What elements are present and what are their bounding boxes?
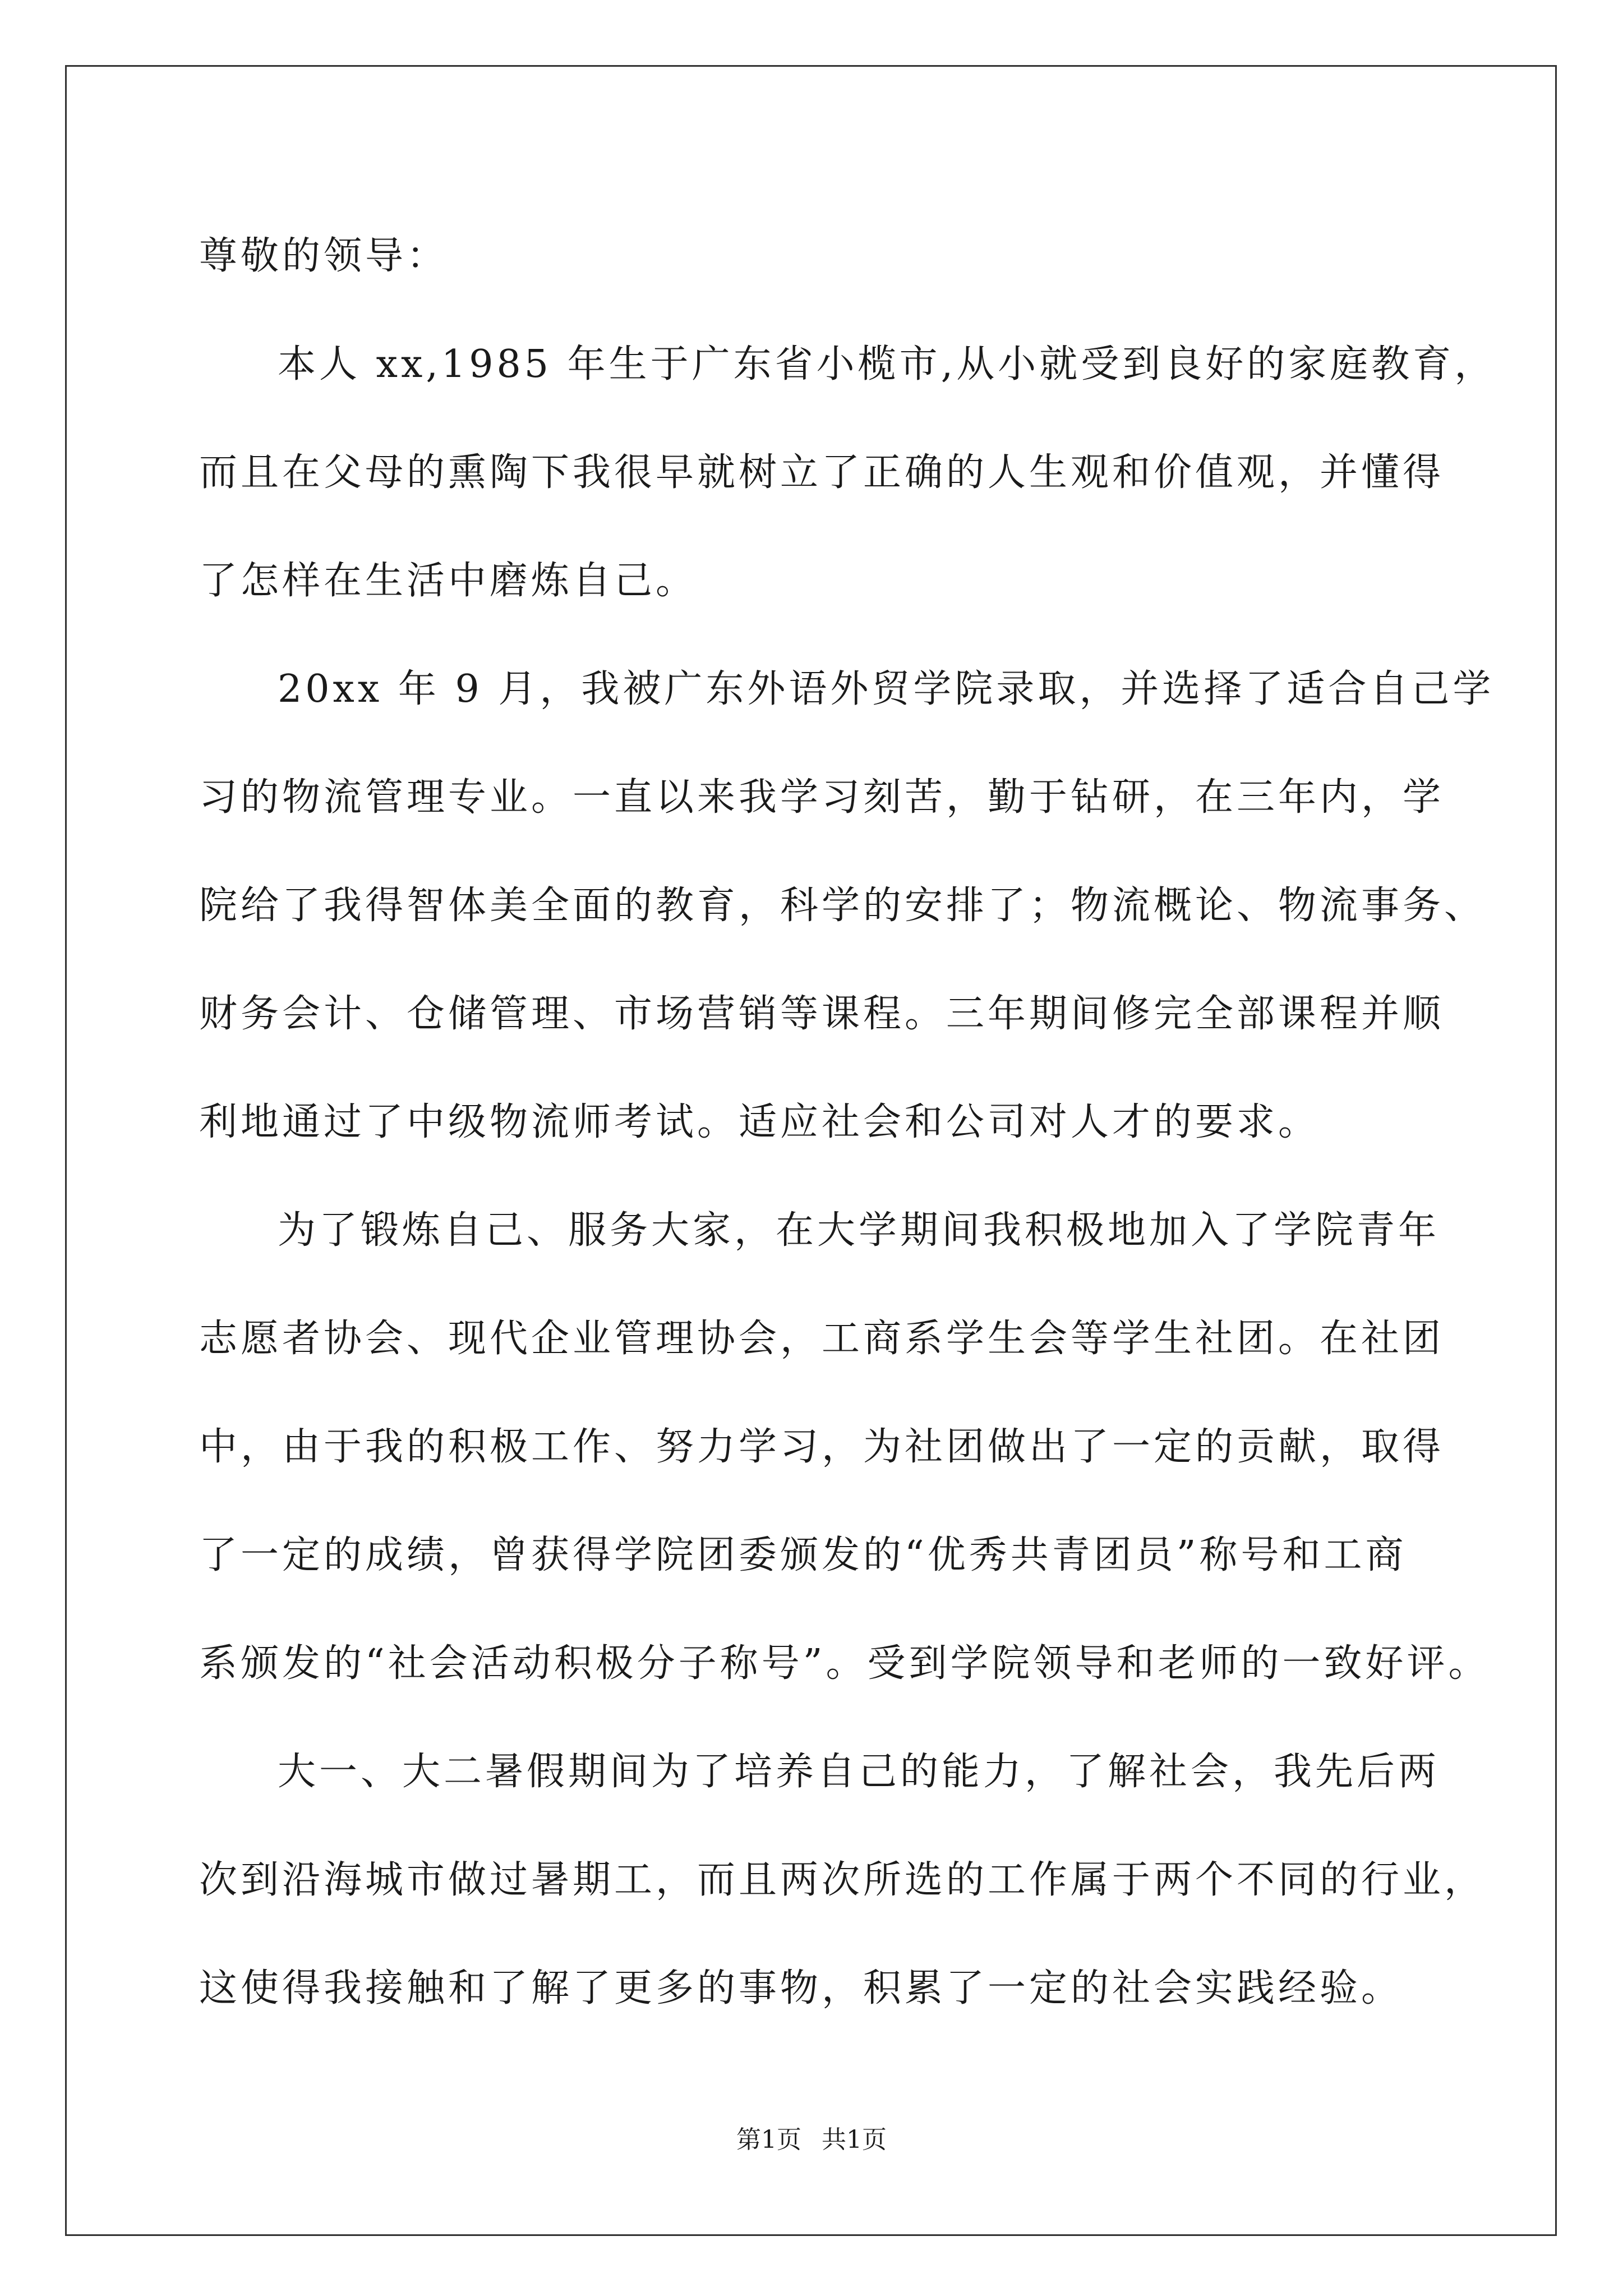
- paragraph-line: 大一、大二暑假期间为了培养自己的能力，了解社会，我先后两: [278, 1750, 1440, 1794]
- paragraph-line: 了怎样在生活中磨炼自己。: [199, 559, 698, 603]
- paragraph-line: 次到沿海城市做过暑期工，而且两次所选的工作属于两个不同的行业，: [199, 1858, 1486, 1902]
- paragraph-line: 20xx 年 9 月，我被广东外语外贸学院录取，并选择了适合自己学: [278, 667, 1495, 711]
- paragraph-line: 系颁发的“社会活动积极分子称号”。受到学院领导和老师的一致好评。: [199, 1641, 1490, 1686]
- page-footer: [0, 2123, 1623, 2157]
- paragraph-line: 财务会计、仓储管理、市场营销等课程。三年期间修完全部课程并顺: [199, 992, 1445, 1036]
- page-number: 第1页: [736, 2125, 801, 2154]
- paragraph-line: 利地通过了中级物流师考试。适应社会和公司对人才的要求。: [199, 1100, 1320, 1144]
- paragraph-1: [199, 310, 1496, 635]
- paragraph-line: 中，由于我的积极工作、努力学习，为社团做出了一定的贡献，取得: [199, 1425, 1445, 1469]
- paragraph-line: 为了锻炼自己、服务大家，在大学期间我积极地加入了学院青年: [278, 1208, 1440, 1253]
- greeting: 尊敬的领导：: [199, 234, 449, 278]
- page-count: 共1页: [822, 2125, 887, 2154]
- paragraph-3: [199, 1176, 1490, 1718]
- paragraph-line: 志愿者协会、现代企业管理协会，工商系学生会等学生社团。在社团: [199, 1317, 1445, 1361]
- paragraph-line: 院给了我得智体美全面的教育，科学的安排了；物流概论、物流事务、: [199, 884, 1486, 928]
- paragraph-line: 这使得我接触和了解了更多的事物，积累了一定的社会实践经验。: [199, 1966, 1403, 2010]
- document-body: [199, 202, 1496, 2042]
- paragraph-2: [199, 635, 1495, 1176]
- paragraph-4: [199, 1718, 1486, 2042]
- paragraph-line: 而且在父母的熏陶下我很早就树立了正确的人生观和价值观，并懂得: [199, 450, 1445, 495]
- paragraph-line: 了一定的成绩，曾获得学院团委颁发的“优秀共青团员”称号和工商: [199, 1533, 1407, 1577]
- paragraph-line: 习的物流管理专业。一直以来我学习刻苦，勤于钻研，在三年内，学: [199, 775, 1445, 820]
- paragraph-line: 本人 xx,1985 年生于广东省小榄市,从小就受到良好的家庭教育，: [278, 342, 1496, 386]
